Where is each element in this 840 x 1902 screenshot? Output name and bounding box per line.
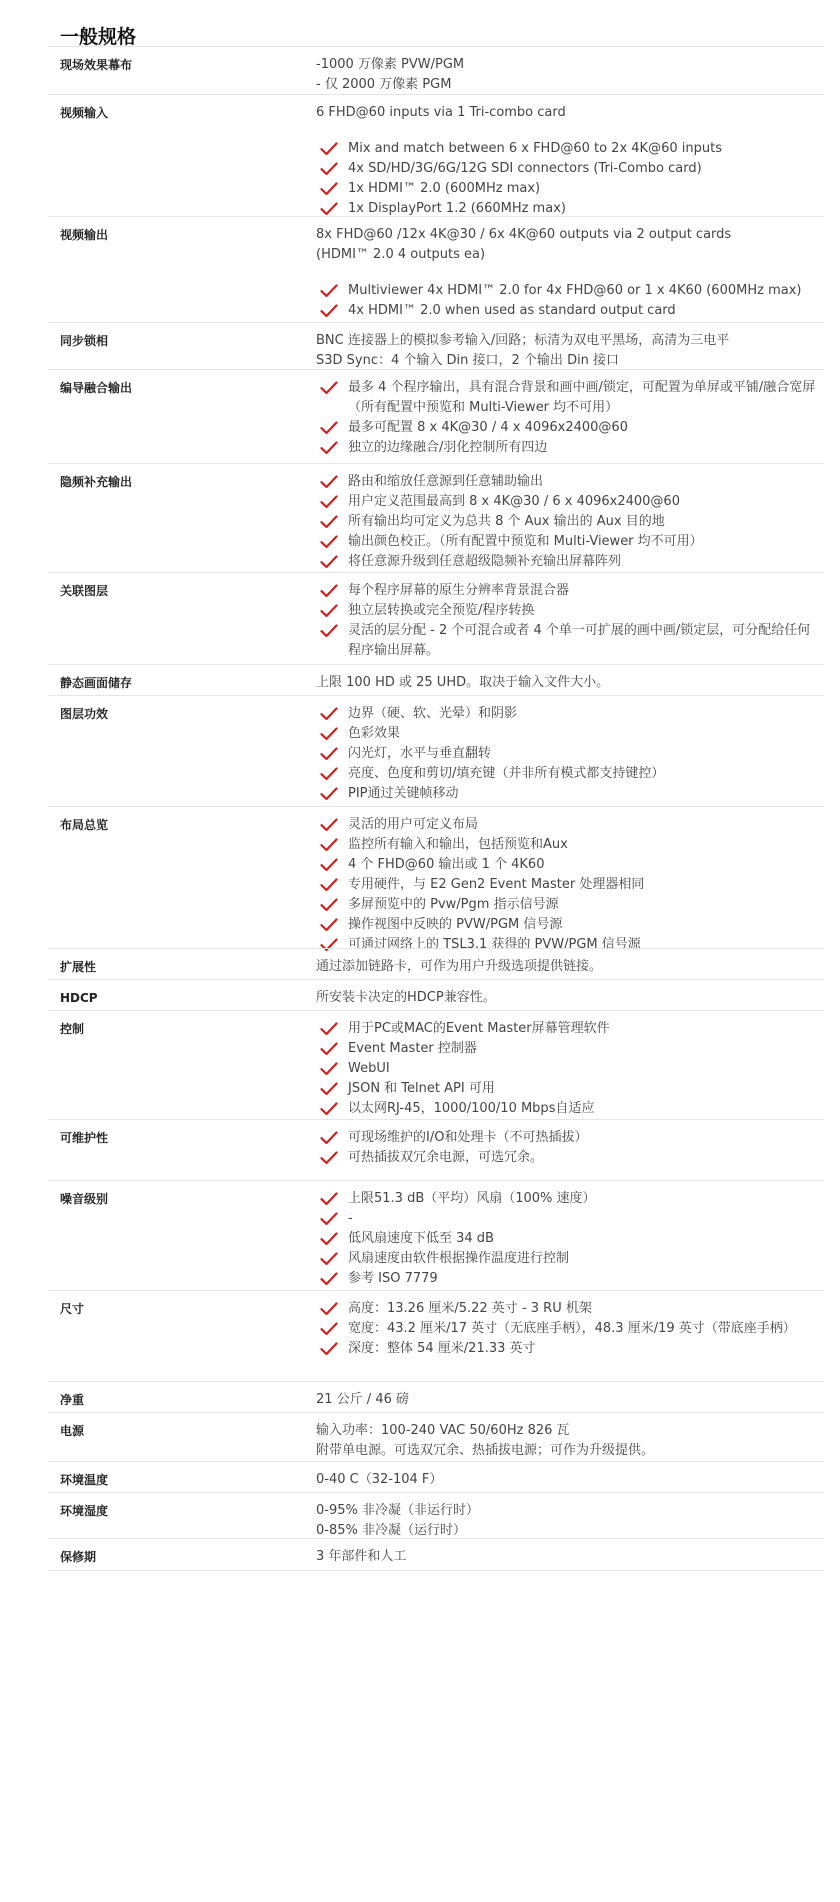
list-item-text: 可通过网络上的 TSL3.1 获得的 PVW/PGM 信号源 (348, 937, 641, 952)
checkmark-icon (320, 1062, 338, 1076)
list-item-text: 每个程序屏幕的原生分辨率背景混合器 (348, 583, 570, 598)
list-item (316, 1039, 820, 1059)
list-item (316, 1209, 820, 1229)
list-item (316, 532, 820, 552)
checkmark-icon (320, 162, 338, 176)
list-item-text: 将任意源升级到任意超级隐频补充输出屏幕阵列 (348, 554, 622, 569)
checkmark-icon (320, 555, 338, 569)
list-item (316, 784, 820, 804)
spec-label: 扩展性 (60, 960, 97, 974)
list-item (316, 1339, 820, 1359)
spec-feature-list (316, 581, 820, 661)
list-item (316, 1099, 820, 1119)
spec-label: 静态画面储存 (60, 676, 133, 690)
list-item (316, 855, 820, 875)
spec-label: 净重 (60, 1393, 85, 1407)
spec-label: 关联图层 (60, 584, 109, 598)
list-item (316, 895, 820, 915)
list-item-text: JSON 和 Telnet API 可用 (348, 1081, 495, 1096)
checkmark-icon (320, 182, 338, 196)
spec-text-line: S3D Sync：4 个输入 Din 接口，2 个输出 Din 接口 (316, 353, 620, 368)
list-item (316, 621, 820, 661)
list-item (316, 492, 820, 512)
spec-label: 保修期 (60, 1550, 97, 1564)
spec-row (48, 1461, 824, 1492)
list-item (316, 601, 820, 621)
list-item (316, 512, 820, 532)
spec-row (48, 1010, 824, 1119)
list-item-text: 边界（硬、软、光晕）和阴影 (348, 706, 518, 721)
spec-feature-list (316, 1189, 820, 1289)
list-item-text: 低风扇速度下低至 34 dB (348, 1231, 494, 1246)
spec-text-line: -1000 万像素 PVW/PGM (316, 57, 465, 72)
list-item-text: 操作视图中反映的 PVW/PGM 信号源 (348, 917, 563, 932)
list-item-text: 参考 ISO 7779 (348, 1271, 438, 1286)
spec-value (316, 815, 820, 955)
list-item-text: 灵活的用户可定义布局 (348, 817, 479, 832)
spec-row (48, 806, 824, 952)
spec-text-line: 通过添加链路卡，可作为用户升级选项提供链接。 (316, 959, 603, 974)
spec-value (316, 957, 820, 977)
checkmark-icon (320, 1302, 338, 1316)
spec-label: 可维护性 (60, 1131, 109, 1145)
spec-text-line: 0-85% 非冷凝（运行时） (316, 1523, 466, 1538)
spec-value (316, 1189, 820, 1289)
spec-row (48, 572, 824, 664)
spec-value (316, 581, 820, 661)
list-item (316, 815, 820, 835)
list-item-text: 路由和缩放任意源到任意辅助输出 (348, 474, 544, 489)
checkmark-icon (320, 878, 338, 892)
list-item (316, 139, 820, 159)
list-item (316, 1059, 820, 1079)
spec-row (48, 94, 824, 216)
spec-label: 控制 (60, 1022, 85, 1036)
spec-label: 电源 (60, 1424, 85, 1438)
list-item (316, 1148, 820, 1168)
checkmark-icon (320, 1232, 338, 1246)
spec-text-line: 21 公斤 / 46 磅 (316, 1392, 409, 1407)
spec-feature-list (316, 1019, 820, 1119)
checkmark-icon (320, 604, 338, 618)
spec-label: 环境湿度 (60, 1504, 109, 1518)
list-item-text: WebUI (348, 1061, 390, 1076)
spec-value (316, 1390, 820, 1410)
spec-value (316, 472, 820, 572)
list-item (316, 764, 820, 784)
checkmark-icon (320, 1192, 338, 1206)
spec-feature-list (316, 281, 820, 321)
spec-text-line: 0-40 C（32-104 F） (316, 1472, 443, 1487)
checkmark-icon (320, 1342, 338, 1356)
checkmark-icon (320, 535, 338, 549)
spec-label: 同步锁相 (60, 334, 109, 348)
list-item (316, 552, 820, 572)
spec-value (316, 1501, 820, 1541)
spec-label: 尺寸 (60, 1302, 85, 1316)
list-item-text: 色彩效果 (348, 726, 401, 741)
spec-row (48, 1412, 824, 1461)
checkmark-icon (320, 727, 338, 741)
list-item-text: 独立的边缘融合/羽化控制所有四边 (348, 440, 548, 455)
spec-label: 噪音级别 (60, 1192, 109, 1206)
spec-feature-list (316, 1299, 820, 1359)
spec-value (316, 225, 820, 321)
list-item-text: 4x SD/HD/3G/6G/12G SDI connectors (Tri-Combo card) (348, 161, 702, 176)
spec-row (48, 463, 824, 572)
list-item-text: 输出颜色校正。（所有配置中预览和 Multi-Viewer 均不可用） (348, 534, 703, 549)
list-item-text: 4 个 FHD@60 输出或 1 个 4K60 (348, 857, 545, 872)
list-item-text: 监控所有输入和输出，包括预览和Aux (348, 837, 568, 852)
spec-text-line: 所安装卡决定的HDCP兼容性。 (316, 990, 496, 1005)
spec-row (48, 1180, 824, 1290)
list-item (316, 1128, 820, 1148)
list-item (316, 1319, 820, 1339)
spec-value (316, 1019, 820, 1119)
page-title: 一般规格 (60, 26, 137, 48)
checkmark-icon (320, 1151, 338, 1165)
spec-text-line: 3 年部件和人工 (316, 1549, 407, 1564)
spec-value (316, 673, 820, 693)
list-item-text: 用于PC或MAC的Event Master屏幕管理软件 (348, 1021, 610, 1036)
list-item-text: 4x HDMI™ 2.0 when used as standard output card (348, 303, 676, 318)
list-item (316, 301, 820, 321)
checkmark-icon (320, 1212, 338, 1226)
checkmark-icon (320, 142, 338, 156)
list-item-text: 独立层转换或完全预览/程序转换 (348, 603, 535, 618)
checkmark-icon (320, 707, 338, 721)
checkmark-icon (320, 584, 338, 598)
checkmark-icon (320, 515, 338, 529)
list-item (316, 875, 820, 895)
list-item (316, 438, 820, 458)
list-item (316, 724, 820, 744)
spec-feature-list (316, 704, 820, 804)
spec-row (48, 1290, 824, 1381)
spec-label: 布局总览 (60, 818, 109, 832)
list-item-text: 可热插拔双冗余电源，可选冗余。 (348, 1150, 544, 1165)
spec-value (316, 1470, 820, 1490)
list-item-text: 灵活的层分配 - 2 个可混合或者 4 个单一可扩展的画中画/锁定层，可分配给任何程序输出屏幕。 (348, 623, 811, 658)
checkmark-icon (320, 441, 338, 455)
spec-row (48, 46, 824, 94)
spec-text-line: - 仅 2000 万像素 PGM (316, 77, 452, 92)
list-item-text: Mix and match between 6 x FHD@60 to 2x 4K@60 inputs (348, 141, 722, 156)
list-item-text: 风扇速度由软件根据操作温度进行控制 (348, 1251, 570, 1266)
checkmark-icon (320, 1272, 338, 1286)
spec-row (48, 322, 824, 369)
spec-feature-list (316, 472, 820, 572)
spec-row (48, 1119, 824, 1180)
list-item-text: 以太网RJ-45，1000/100/10 Mbps自适应 (348, 1101, 595, 1116)
list-item (316, 704, 820, 724)
spec-feature-list (316, 139, 820, 219)
spec-row (48, 216, 824, 322)
spec-row (48, 948, 824, 979)
checkmark-icon (320, 767, 338, 781)
checkmark-icon (320, 381, 338, 395)
checkmark-icon (320, 898, 338, 912)
spec-row (48, 1538, 824, 1570)
spec-value (316, 331, 820, 371)
list-item-text: Event Master 控制器 (348, 1041, 477, 1056)
list-item-text: 上限51.3 dB（平均）风扇（100% 速度） (348, 1191, 596, 1206)
spec-text-line: 6 FHD@60 inputs via 1 Tri-combo card (316, 105, 566, 120)
spec-label: 编导融合输出 (60, 381, 133, 395)
spec-row (48, 369, 824, 463)
checkmark-icon (320, 1322, 338, 1336)
spec-text-line: 输入功率：100-240 VAC 50/60Hz 826 瓦 (316, 1423, 570, 1438)
list-item (316, 835, 820, 855)
spec-value (316, 1299, 820, 1359)
checkmark-icon (320, 304, 338, 318)
spec-value (316, 103, 820, 219)
spec-feature-list (316, 815, 820, 955)
checkmark-icon (320, 1102, 338, 1116)
list-item-text: 1x HDMI™ 2.0 (600MHz max) (348, 181, 541, 196)
table-bottom-divider (48, 1570, 824, 1571)
list-item-text: 深度：整体 54 厘米/21.33 英寸 (348, 1341, 536, 1356)
spec-row (48, 979, 824, 1010)
list-item-text: 闪光灯，水平与垂直翻转 (348, 746, 492, 761)
list-item (316, 179, 820, 199)
checkmark-icon (320, 1082, 338, 1096)
list-item (316, 744, 820, 764)
checkmark-icon (320, 838, 338, 852)
list-item (316, 1269, 820, 1289)
spec-label: HDCP (60, 991, 98, 1005)
spec-value (316, 988, 820, 1008)
list-item-text: 专用硬件，与 E2 Gen2 Event Master 处理器相同 (348, 877, 645, 892)
list-item-text: 亮度、色度和剪切/填充键（并非所有模式都支持键控） (348, 766, 665, 781)
checkmark-icon (320, 624, 338, 638)
spec-value (316, 378, 820, 458)
list-item-text: Multiviewer 4x HDMI™ 2.0 for 4x FHD@60 or 1 x 4K60 (600MHz max) (348, 283, 802, 298)
checkmark-icon (320, 202, 338, 216)
spec-label: 隐频补充输出 (60, 475, 133, 489)
checkmark-icon (320, 475, 338, 489)
list-item (316, 1019, 820, 1039)
spec-text-line: 8x FHD@60 /12x 4K@30 / 6x 4K@60 outputs via 2 output cards (316, 227, 732, 242)
spec-value (316, 1128, 820, 1168)
spec-row (48, 1492, 824, 1538)
list-item-text: 最多可配置 8 x 4K@30 / 4 x 4096x2400@60 (348, 420, 628, 435)
list-item (316, 159, 820, 179)
spec-text-line: BNC 连接器上的模拟参考输入/回路；标清为双电平黑场，高清为三电平 (316, 333, 730, 348)
spec-value (316, 1547, 820, 1567)
list-item-text: 多屏预览中的 Pvw/Pgm 指示信号源 (348, 897, 559, 912)
spec-label: 视频输出 (60, 228, 109, 242)
list-item (316, 1189, 820, 1209)
checkmark-icon (320, 421, 338, 435)
spec-feature-list (316, 1128, 820, 1168)
spec-label: 环境温度 (60, 1473, 109, 1487)
spec-text-line: (HDMI™ 2.0 4 outputs ea) (316, 247, 486, 262)
checkmark-icon (320, 818, 338, 832)
checkmark-icon (320, 918, 338, 932)
checkmark-icon (320, 1042, 338, 1056)
list-item (316, 1079, 820, 1099)
spec-row (48, 695, 824, 806)
spec-feature-list (316, 378, 820, 458)
list-item-text: PIP通过关键帧移动 (348, 786, 459, 801)
checkmark-icon (320, 284, 338, 298)
spec-value (316, 1421, 820, 1461)
spec-label: 视频输入 (60, 106, 109, 120)
spec-text-line: 0-95% 非冷凝（非运行时） (316, 1503, 479, 1518)
list-item-text: - (348, 1211, 353, 1226)
list-item (316, 1249, 820, 1269)
list-item-text: 1x DisplayPort 1.2 (660MHz max) (348, 201, 566, 216)
list-item-text: 可现场维护的I/O和处理卡（不可热插拔） (348, 1130, 588, 1145)
list-item-text: 最多 4 个程序输出，具有混合背景和画中画/锁定，可配置为单屏或平铺/融合宽屏（所有配置中预览和 Multi-Viewer 均不可用） (348, 380, 816, 415)
list-item (316, 472, 820, 492)
list-item (316, 581, 820, 601)
spec-value (316, 704, 820, 804)
list-item (316, 378, 820, 418)
spec-value (316, 55, 820, 95)
list-item-text: 高度：13.26 厘米/5.22 英寸 - 3 RU 机架 (348, 1301, 592, 1316)
checkmark-icon (320, 1131, 338, 1145)
list-item-text: 所有输出均可定义为总共 8 个 Aux 输出的 Aux 目的地 (348, 514, 665, 529)
checkmark-icon (320, 858, 338, 872)
list-item (316, 915, 820, 935)
spec-text-line: 附带单电源。可选双冗余、热插拔电源；可作为升级提供。 (316, 1443, 655, 1458)
spec-label: 图层功效 (60, 707, 109, 721)
spec-text-line: 上限 100 HD 或 25 UHD。取决于输入文件大小。 (316, 675, 610, 690)
spec-row (48, 1381, 824, 1412)
list-item-text: 宽度：43.2 厘米/17 英寸（无底座手柄），48.3 厘米/19 英寸（带底座手柄） (348, 1321, 796, 1336)
list-item (316, 1299, 820, 1319)
list-item (316, 1229, 820, 1249)
list-item (316, 418, 820, 438)
checkmark-icon (320, 495, 338, 509)
checkmark-icon (320, 787, 338, 801)
list-item (316, 281, 820, 301)
spec-label: 现场效果幕布 (60, 58, 133, 72)
list-item-text: 用户定义范围最高到 8 x 4K@30 / 6 x 4096x2400@60 (348, 494, 680, 509)
checkmark-icon (320, 747, 338, 761)
spec-row (48, 664, 824, 695)
checkmark-icon (320, 1022, 338, 1036)
checkmark-icon (320, 1252, 338, 1266)
